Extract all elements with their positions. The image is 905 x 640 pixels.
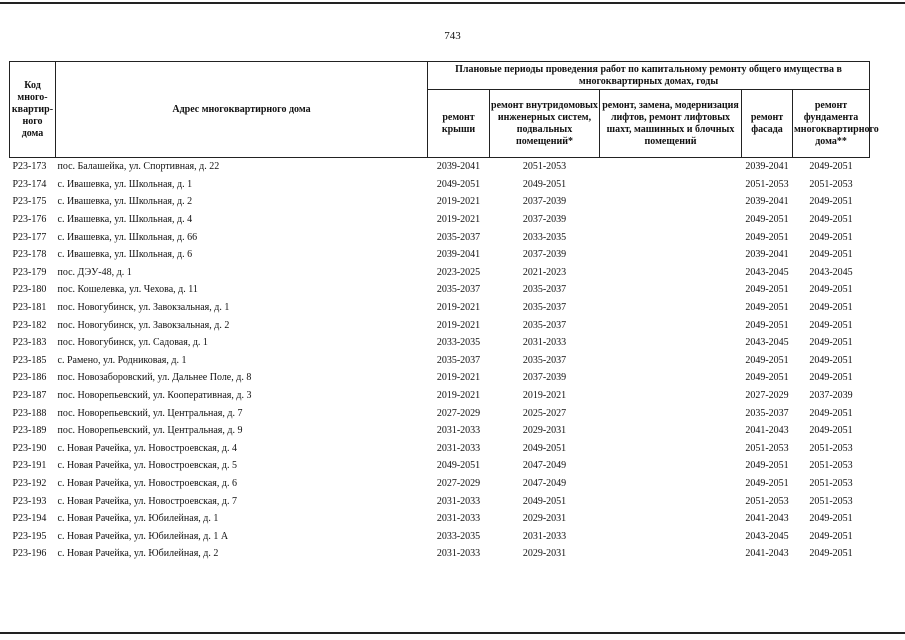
cell-address: с. Новая Рачейка, ул. Юбилейная, д. 2 bbox=[57, 548, 219, 560]
header-code: Код много-квартир-ного дома bbox=[10, 62, 56, 158]
cell-facade: 2049-2051 bbox=[745, 302, 789, 314]
cell-roof: 2035-2037 bbox=[436, 354, 481, 366]
cell-foundation: 2049-2051 bbox=[809, 249, 853, 261]
cell-address: с. Ивашевка, ул. Школьная, д. 6 bbox=[57, 249, 193, 261]
cell-lifts bbox=[600, 527, 742, 545]
bottom-rule bbox=[0, 632, 905, 634]
cell-systems: 2029-2031 bbox=[522, 548, 567, 560]
cell-address: с. Новая Рачейка, ул. Новостроевская, д. 7 bbox=[57, 495, 237, 507]
cell-address: с. Ивашевка, ул. Школьная, д. 1 bbox=[57, 178, 193, 190]
cell-roof: 2019-2021 bbox=[436, 390, 481, 402]
cell-foundation: 2049-2051 bbox=[809, 337, 853, 349]
cell-code: P23-177 bbox=[12, 231, 47, 243]
cell-address: пос. Новогубинск, ул. Завокзальная, д. 1 bbox=[57, 302, 230, 314]
table-row bbox=[10, 281, 870, 299]
cell-address: с. Новая Рачейка, ул. Новостроевская, д. 4 bbox=[57, 442, 237, 454]
cell-code: P23-181 bbox=[12, 302, 47, 314]
cell-facade: 2043-2045 bbox=[745, 337, 789, 349]
cell-code: P23-185 bbox=[12, 354, 47, 366]
cell-facade: 2043-2045 bbox=[745, 266, 789, 278]
cell-address: пос. Новозаборовский, ул. Дальнее Поле, д. 8 bbox=[57, 372, 252, 384]
cell-roof: 2035-2037 bbox=[436, 284, 481, 296]
cell-code: P23-189 bbox=[12, 425, 47, 437]
cell-address: пос. Кошелевка, ул. Чехова, д. 11 bbox=[57, 284, 198, 296]
cell-facade: 2035-2037 bbox=[745, 407, 789, 419]
cell-roof: 2031-2033 bbox=[436, 513, 481, 525]
repair-schedule-table bbox=[9, 61, 879, 563]
cell-address: с. Ивашевка, ул. Школьная, д. 2 bbox=[57, 196, 193, 208]
cell-foundation: 2049-2051 bbox=[809, 231, 853, 243]
cell-lifts bbox=[600, 316, 742, 334]
cell-systems: 2035-2037 bbox=[522, 319, 567, 331]
cell-lifts bbox=[600, 158, 742, 176]
cell-systems: 2049-2051 bbox=[522, 178, 567, 190]
table-row bbox=[10, 246, 870, 264]
cell-code: P23-190 bbox=[12, 442, 47, 454]
cell-systems: 2029-2031 bbox=[522, 513, 567, 525]
table-row bbox=[10, 404, 870, 422]
cell-facade: 2049-2051 bbox=[745, 231, 789, 243]
table-row bbox=[10, 510, 870, 528]
cell-foundation: 2049-2051 bbox=[809, 372, 853, 384]
table-row bbox=[10, 387, 870, 405]
cell-roof: 2033-2035 bbox=[436, 337, 481, 349]
table-row bbox=[10, 228, 870, 246]
cell-facade: 2051-2053 bbox=[745, 442, 789, 454]
table-row bbox=[10, 475, 870, 493]
cell-address: с. Ивашевка, ул. Школьная, д. 4 bbox=[57, 214, 193, 226]
cell-foundation: 2049-2051 bbox=[809, 161, 853, 173]
cell-code: P23-191 bbox=[12, 460, 47, 472]
cell-lifts bbox=[600, 246, 742, 264]
cell-foundation: 2043-2045 bbox=[809, 266, 853, 278]
cell-code: P23-183 bbox=[12, 337, 47, 349]
cell-code: P23-182 bbox=[12, 319, 47, 331]
cell-facade: 2041-2043 bbox=[745, 425, 789, 437]
cell-lifts bbox=[600, 422, 742, 440]
cell-roof: 2031-2033 bbox=[436, 442, 481, 454]
cell-systems: 2037-2039 bbox=[522, 372, 567, 384]
header-address: Адрес многоквартирного дома bbox=[56, 62, 428, 158]
cell-address: с. Новая Рачейка, ул. Юбилейная, д. 1 А bbox=[57, 530, 229, 542]
cell-lifts bbox=[600, 369, 742, 387]
cell-systems: 2035-2037 bbox=[522, 302, 567, 314]
table-row bbox=[10, 176, 870, 194]
cell-lifts bbox=[600, 193, 742, 211]
cell-roof: 2039-2041 bbox=[436, 249, 481, 261]
cell-lifts bbox=[600, 211, 742, 229]
table-body bbox=[10, 158, 870, 563]
cell-systems: 2047-2049 bbox=[522, 460, 567, 472]
cell-lifts bbox=[600, 510, 742, 528]
top-rule bbox=[0, 2, 905, 4]
cell-foundation: 2049-2051 bbox=[809, 425, 853, 437]
cell-lifts bbox=[600, 334, 742, 352]
cell-address: пос. Балашейка, ул. Спортивная, д. 22 bbox=[57, 161, 220, 173]
cell-foundation: 2049-2051 bbox=[809, 513, 853, 525]
cell-roof: 2031-2033 bbox=[436, 495, 481, 507]
table-row bbox=[10, 527, 870, 545]
table-row bbox=[10, 457, 870, 475]
cell-facade: 2049-2051 bbox=[745, 319, 789, 331]
cell-foundation: 2049-2051 bbox=[809, 530, 853, 542]
cell-systems: 2033-2035 bbox=[522, 231, 567, 243]
cell-roof: 2039-2041 bbox=[436, 161, 481, 173]
table-row bbox=[10, 492, 870, 510]
cell-lifts bbox=[600, 440, 742, 458]
cell-code: P23-173 bbox=[12, 161, 47, 173]
cell-foundation: 2051-2053 bbox=[809, 178, 853, 190]
cell-roof: 2019-2021 bbox=[436, 302, 481, 314]
cell-foundation: 2049-2051 bbox=[809, 284, 853, 296]
cell-lifts bbox=[600, 404, 742, 422]
cell-roof: 2019-2021 bbox=[436, 214, 481, 226]
cell-code: P23-175 bbox=[12, 196, 47, 208]
cell-foundation: 2049-2051 bbox=[809, 407, 853, 419]
cell-foundation: 2049-2051 bbox=[809, 548, 853, 560]
cell-address: пос. Новогубинск, ул. Завокзальная, д. 2 bbox=[57, 319, 230, 331]
header-periods: Плановые периоды проведения работ по капитальному ремонту общего имущества в многоквартирных домах, годы bbox=[428, 62, 870, 90]
cell-facade: 2049-2051 bbox=[745, 460, 789, 472]
cell-systems: 2037-2039 bbox=[522, 214, 567, 226]
cell-foundation: 2049-2051 bbox=[809, 302, 853, 314]
cell-systems: 2049-2051 bbox=[522, 442, 567, 454]
table-row bbox=[10, 334, 870, 352]
cell-systems: 2019-2021 bbox=[522, 390, 567, 402]
cell-facade: 2041-2043 bbox=[745, 548, 789, 560]
cell-systems: 2047-2049 bbox=[522, 477, 567, 489]
cell-address: пос. Новорепьевский, ул. Кооперативная, д. 3 bbox=[57, 390, 252, 402]
header-foundation: ремонт фундамента многоквартирного дома** bbox=[793, 90, 870, 158]
table-row bbox=[10, 158, 870, 176]
cell-systems: 2031-2033 bbox=[522, 337, 567, 349]
cell-address: с. Рамено, ул. Родниковая, д. 1 bbox=[57, 354, 187, 366]
cell-facade: 2041-2043 bbox=[745, 513, 789, 525]
cell-systems: 2035-2037 bbox=[522, 354, 567, 366]
cell-systems: 2029-2031 bbox=[522, 425, 567, 437]
cell-code: P23-187 bbox=[12, 390, 47, 402]
cell-lifts bbox=[600, 492, 742, 510]
table-row bbox=[10, 299, 870, 317]
cell-facade: 2049-2051 bbox=[745, 214, 789, 226]
cell-code: P23-193 bbox=[12, 495, 47, 507]
cell-code: P23-195 bbox=[12, 530, 47, 542]
cell-foundation: 2051-2053 bbox=[809, 460, 853, 472]
cell-code: P23-179 bbox=[12, 266, 47, 278]
cell-facade: 2049-2051 bbox=[745, 477, 789, 489]
cell-address: с. Ивашевка, ул. Школьная, д. 66 bbox=[57, 231, 198, 243]
cell-code: P23-194 bbox=[12, 513, 47, 525]
cell-roof: 2031-2033 bbox=[436, 548, 481, 560]
header-lifts: ремонт, замена, модернизация лифтов, ремонт лифтовых шахт, машинных и блочных помещений bbox=[600, 90, 742, 158]
table-row bbox=[10, 422, 870, 440]
cell-foundation: 2049-2051 bbox=[809, 196, 853, 208]
table-row bbox=[10, 352, 870, 370]
cell-systems: 2031-2033 bbox=[522, 530, 567, 542]
cell-address: пос. Новорепьевский, ул. Центральная, д. 7 bbox=[57, 407, 243, 419]
cell-lifts bbox=[600, 264, 742, 282]
cell-lifts bbox=[600, 281, 742, 299]
cell-roof: 2049-2051 bbox=[436, 460, 481, 472]
cell-foundation: 2049-2051 bbox=[809, 214, 853, 226]
header-facade: ремонт фасада bbox=[742, 90, 793, 158]
cell-lifts bbox=[600, 176, 742, 194]
cell-roof: 2019-2021 bbox=[436, 372, 481, 384]
cell-address: пос. ДЭУ-48, д. 1 bbox=[57, 266, 132, 278]
cell-systems: 2037-2039 bbox=[522, 196, 567, 208]
cell-facade: 2039-2041 bbox=[745, 249, 789, 261]
cell-facade: 2049-2051 bbox=[745, 284, 789, 296]
cell-code: P23-174 bbox=[12, 178, 47, 190]
table-row bbox=[10, 264, 870, 282]
cell-facade: 2049-2051 bbox=[745, 354, 789, 366]
cell-code: P23-180 bbox=[12, 284, 47, 296]
table-row bbox=[10, 193, 870, 211]
cell-systems: 2037-2039 bbox=[522, 249, 567, 261]
cell-lifts bbox=[600, 545, 742, 563]
cell-code: P23-196 bbox=[12, 548, 47, 560]
cell-address: с. Новая Рачейка, ул. Юбилейная, д. 1 bbox=[57, 513, 219, 525]
cell-code: P23-178 bbox=[12, 249, 47, 261]
cell-foundation: 2049-2051 bbox=[809, 354, 853, 366]
cell-facade: 2027-2029 bbox=[745, 390, 789, 402]
header-systems: ремонт внутридомовых инженерных систем, подвальных помещений* bbox=[490, 90, 600, 158]
cell-code: P23-176 bbox=[12, 214, 47, 226]
table-row bbox=[10, 211, 870, 229]
cell-roof: 2035-2037 bbox=[436, 231, 481, 243]
cell-lifts bbox=[600, 475, 742, 493]
cell-roof: 2019-2021 bbox=[436, 196, 481, 208]
table-row bbox=[10, 316, 870, 334]
cell-roof: 2033-2035 bbox=[436, 530, 481, 542]
cell-systems: 2049-2051 bbox=[522, 495, 567, 507]
cell-lifts bbox=[600, 352, 742, 370]
table-row bbox=[10, 369, 870, 387]
cell-foundation: 2051-2053 bbox=[809, 477, 853, 489]
cell-address: пос. Новогубинск, ул. Садовая, д. 1 bbox=[57, 337, 208, 349]
cell-systems: 2051-2053 bbox=[522, 161, 567, 173]
cell-systems: 2035-2037 bbox=[522, 284, 567, 296]
cell-facade: 2049-2051 bbox=[745, 372, 789, 384]
header-roof: ремонт крыши bbox=[428, 90, 490, 158]
cell-systems: 2025-2027 bbox=[522, 407, 567, 419]
cell-code: P23-192 bbox=[12, 477, 47, 489]
cell-facade: 2039-2041 bbox=[745, 196, 789, 208]
cell-roof: 2031-2033 bbox=[436, 425, 481, 437]
cell-lifts bbox=[600, 387, 742, 405]
cell-foundation: 2049-2051 bbox=[809, 319, 853, 331]
cell-roof: 2027-2029 bbox=[436, 477, 481, 489]
cell-foundation: 2037-2039 bbox=[809, 390, 853, 402]
cell-lifts bbox=[600, 299, 742, 317]
cell-code: P23-188 bbox=[12, 407, 47, 419]
page-number: 743 bbox=[444, 30, 461, 42]
cell-roof: 2023-2025 bbox=[436, 266, 481, 278]
cell-facade: 2051-2053 bbox=[745, 495, 789, 507]
cell-facade: 2039-2041 bbox=[745, 161, 789, 173]
cell-foundation: 2051-2053 bbox=[809, 442, 853, 454]
cell-lifts bbox=[600, 228, 742, 246]
cell-facade: 2043-2045 bbox=[745, 530, 789, 542]
cell-systems: 2021-2023 bbox=[522, 266, 567, 278]
cell-roof: 2027-2029 bbox=[436, 407, 481, 419]
cell-facade: 2051-2053 bbox=[745, 178, 789, 190]
table-row bbox=[10, 440, 870, 458]
cell-address: с. Новая Рачейка, ул. Новостроевская, д. 6 bbox=[57, 477, 237, 489]
cell-foundation: 2051-2053 bbox=[809, 495, 853, 507]
table-row bbox=[10, 545, 870, 563]
cell-address: с. Новая Рачейка, ул. Новостроевская, д. 5 bbox=[57, 460, 237, 472]
cell-roof: 2049-2051 bbox=[436, 178, 481, 190]
cell-lifts bbox=[600, 457, 742, 475]
cell-roof: 2019-2021 bbox=[436, 319, 481, 331]
cell-address: пос. Новорепьевский, ул. Центральная, д. 9 bbox=[57, 425, 243, 437]
cell-code: P23-186 bbox=[12, 372, 47, 384]
